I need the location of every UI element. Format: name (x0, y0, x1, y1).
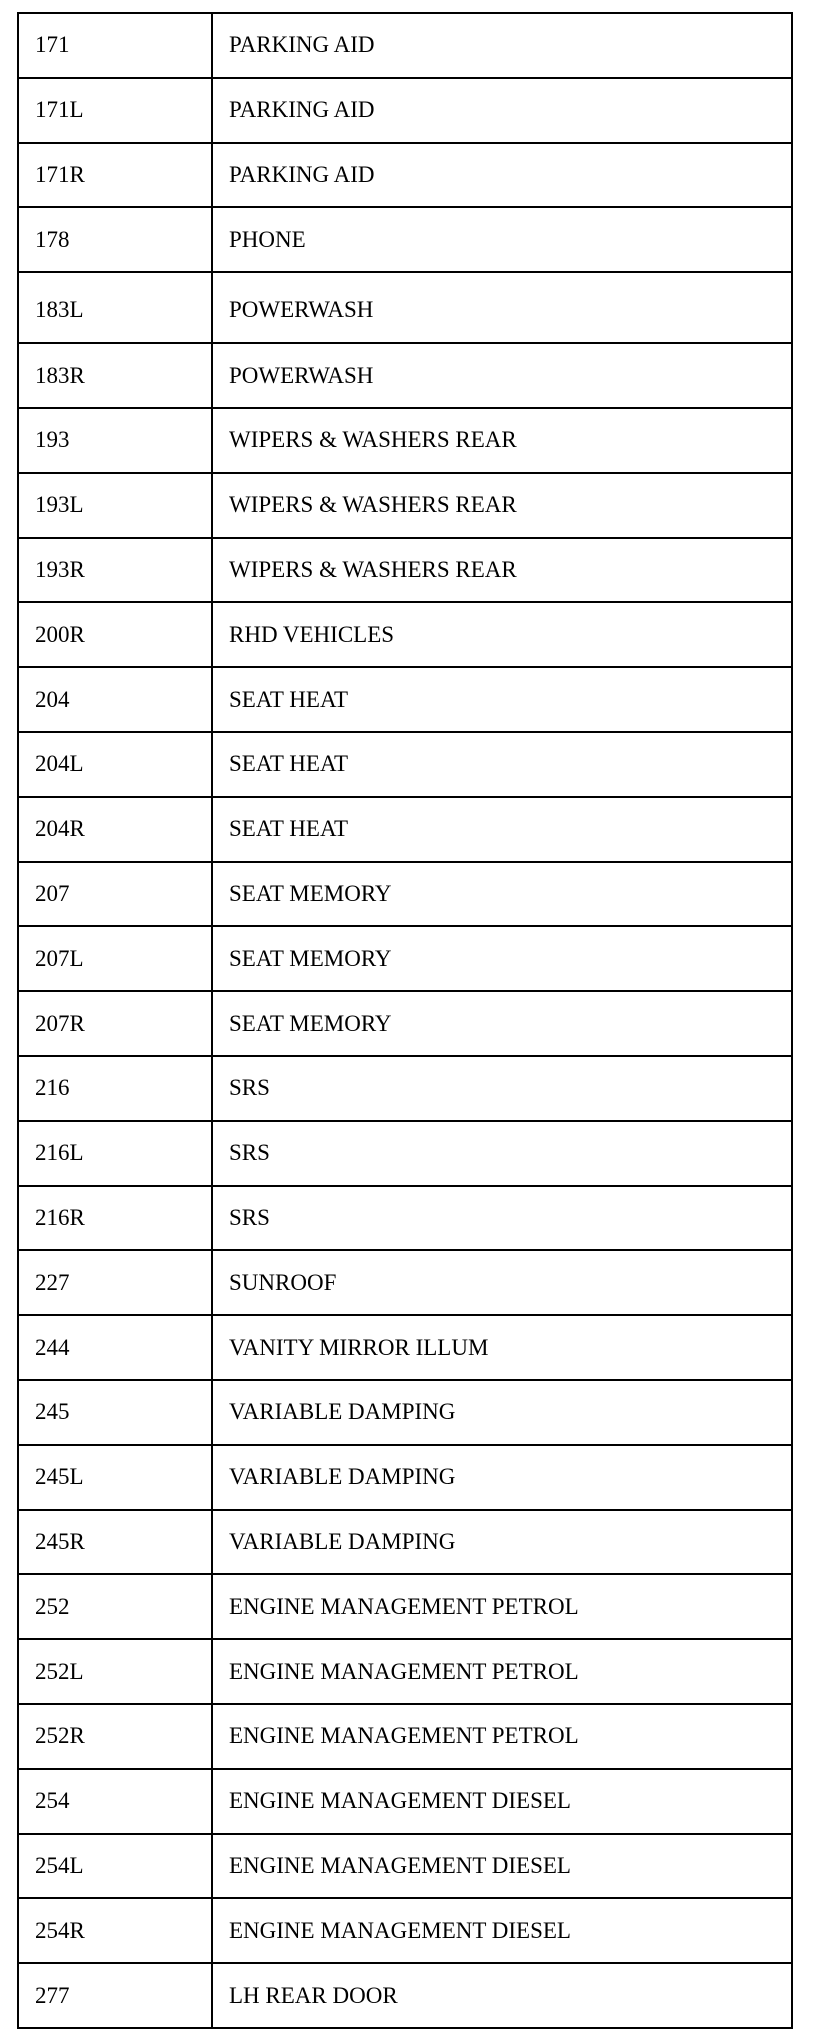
table-row (18, 1639, 792, 1704)
description-cell: SRS (212, 1121, 792, 1186)
code-cell: 204L (18, 732, 212, 797)
table-row (18, 1250, 792, 1315)
table-row (18, 207, 792, 272)
description-cell: ENGINE MANAGEMENT DIESEL (212, 1898, 792, 1963)
description-cell: POWERWASH (212, 343, 792, 408)
description-cell: VARIABLE DAMPING (212, 1510, 792, 1575)
table-row (18, 408, 792, 473)
table-row (18, 143, 792, 208)
code-cell: 216 (18, 1056, 212, 1121)
code-cell: 207 (18, 862, 212, 927)
description-cell: SEAT HEAT (212, 797, 792, 862)
code-cell: 183L (18, 272, 212, 343)
description-cell: VARIABLE DAMPING (212, 1380, 792, 1445)
table-row (18, 1056, 792, 1121)
description-cell: SEAT MEMORY (212, 991, 792, 1056)
description-cell: WIPERS & WASHERS REAR (212, 408, 792, 473)
table-row (18, 1186, 792, 1251)
table-row (18, 926, 792, 991)
description-cell: SEAT HEAT (212, 732, 792, 797)
description-cell: WIPERS & WASHERS REAR (212, 473, 792, 538)
table-row (18, 272, 792, 343)
table-row (18, 1963, 792, 2028)
code-cell: 207L (18, 926, 212, 991)
description-cell: SEAT MEMORY (212, 862, 792, 927)
table-row (18, 538, 792, 603)
table-row (18, 1380, 792, 1445)
description-cell: WIPERS & WASHERS REAR (212, 538, 792, 603)
table-row (18, 1704, 792, 1769)
description-cell: ENGINE MANAGEMENT DIESEL (212, 1834, 792, 1899)
code-cell: 178 (18, 207, 212, 272)
code-cell: 254 (18, 1769, 212, 1834)
description-cell: VANITY MIRROR ILLUM (212, 1315, 792, 1380)
code-cell: 183R (18, 343, 212, 408)
code-cell: 216R (18, 1186, 212, 1251)
code-cell: 193 (18, 408, 212, 473)
code-cell: 245 (18, 1380, 212, 1445)
table-row (18, 667, 792, 732)
code-cell: 245L (18, 1445, 212, 1510)
code-cell: 200R (18, 602, 212, 667)
table-row (18, 78, 792, 143)
code-cell: 193L (18, 473, 212, 538)
code-cell: 244 (18, 1315, 212, 1380)
code-cell: 171R (18, 143, 212, 208)
code-cell: 171L (18, 78, 212, 143)
table-row (18, 1121, 792, 1186)
code-cell: 193R (18, 538, 212, 603)
description-cell: ENGINE MANAGEMENT PETROL (212, 1704, 792, 1769)
table-row (18, 343, 792, 408)
table-row (18, 602, 792, 667)
document-page (17, 12, 793, 2029)
code-cell: 245R (18, 1510, 212, 1575)
description-cell: SRS (212, 1056, 792, 1121)
code-cell: 204 (18, 667, 212, 732)
code-cell: 171 (18, 13, 212, 78)
description-cell: PARKING AID (212, 13, 792, 78)
table-row (18, 1574, 792, 1639)
description-cell: RHD VEHICLES (212, 602, 792, 667)
code-cell: 252L (18, 1639, 212, 1704)
description-cell: PARKING AID (212, 78, 792, 143)
code-cell: 252 (18, 1574, 212, 1639)
code-cell: 254R (18, 1898, 212, 1963)
code-cell: 227 (18, 1250, 212, 1315)
description-cell: SEAT MEMORY (212, 926, 792, 991)
table-row (18, 13, 792, 78)
description-cell: ENGINE MANAGEMENT PETROL (212, 1639, 792, 1704)
table-row (18, 991, 792, 1056)
table-row (18, 473, 792, 538)
table-row (18, 862, 792, 927)
description-cell: POWERWASH (212, 272, 792, 343)
code-cell: 252R (18, 1704, 212, 1769)
table-row (18, 1834, 792, 1899)
code-cell: 204R (18, 797, 212, 862)
description-cell: PARKING AID (212, 143, 792, 208)
table-row (18, 1510, 792, 1575)
code-cell: 207R (18, 991, 212, 1056)
code-description-table (17, 12, 793, 2029)
table-body (18, 13, 792, 2028)
description-cell: SEAT HEAT (212, 667, 792, 732)
description-cell: SRS (212, 1186, 792, 1251)
description-cell: ENGINE MANAGEMENT DIESEL (212, 1769, 792, 1834)
table-row (18, 1898, 792, 1963)
code-cell: 216L (18, 1121, 212, 1186)
table-row (18, 797, 792, 862)
table-row (18, 1315, 792, 1380)
description-cell: PHONE (212, 207, 792, 272)
description-cell: SUNROOF (212, 1250, 792, 1315)
code-cell: 277 (18, 1963, 212, 2028)
code-cell: 254L (18, 1834, 212, 1899)
table-row (18, 1445, 792, 1510)
description-cell: ENGINE MANAGEMENT PETROL (212, 1574, 792, 1639)
table-row (18, 732, 792, 797)
table-row (18, 1769, 792, 1834)
description-cell: LH REAR DOOR (212, 1963, 792, 2028)
description-cell: VARIABLE DAMPING (212, 1445, 792, 1510)
